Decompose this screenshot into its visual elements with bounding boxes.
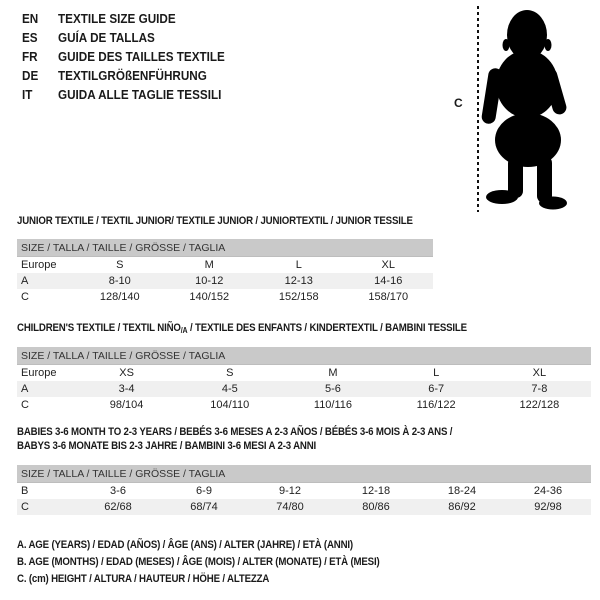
cell: 116/122	[416, 399, 456, 411]
cell: 9-12	[278, 485, 302, 497]
language-row-it	[22, 85, 225, 104]
children-title-subscript: /A	[180, 326, 188, 335]
cell: 152/158	[278, 291, 319, 303]
cell: M	[204, 259, 214, 271]
row-label: C	[21, 501, 29, 513]
cell: 104/110	[210, 399, 250, 411]
language-code: EN	[22, 11, 39, 26]
row-label: A	[21, 383, 29, 395]
cell: S	[226, 367, 234, 379]
guide-title-es: GUÍA DE TALLAS	[58, 30, 155, 45]
junior-section-title: JUNIOR TEXTILE / TEXTIL JUNIOR/ TEXTILE JUNIOR / JUNIORTEXTIL / JUNIOR TESSILE	[17, 215, 413, 227]
cell: L	[433, 367, 440, 379]
cell: 80/86	[362, 501, 390, 513]
cell: 158/170	[368, 291, 409, 303]
guide-title-de: TEXTILGRÖßENFÜHRUNG	[58, 68, 207, 83]
height-measure-figure	[450, 0, 600, 215]
cell: 4-5	[221, 383, 238, 395]
cell: 7-8	[531, 383, 548, 395]
table-row-height	[17, 499, 591, 515]
row-label: B	[21, 485, 29, 497]
language-row-es	[22, 28, 225, 47]
row-label: A	[21, 275, 29, 287]
children-title-part2: / TEXTILE DES ENFANTS / KINDERTEXTIL / BAMBINI TESSILE	[187, 322, 467, 334]
language-code: IT	[22, 87, 33, 102]
cell: 92/98	[534, 501, 562, 513]
language-code: DE	[22, 68, 39, 83]
cell: 10-12	[195, 275, 224, 287]
cell: 62/68	[104, 501, 132, 513]
toddler-silhouette-icon	[480, 8, 575, 210]
language-code: ES	[22, 30, 38, 45]
table-row-age	[17, 381, 591, 397]
size-header-bar: SIZE / TALLA / TAILLE / GRÖSSE / TAGLIA	[17, 239, 433, 257]
children-title-part1: CHILDREN'S TEXTILE / TEXTIL NIÑO	[17, 322, 181, 334]
cell: 68/74	[190, 501, 218, 513]
cell: 6-7	[428, 383, 445, 395]
table-row-height	[17, 397, 591, 413]
cell: 98/104	[109, 399, 144, 411]
children-size-table	[17, 347, 591, 413]
height-measure-label: C	[454, 96, 463, 110]
row-label: C	[21, 291, 29, 303]
cell: 86/92	[448, 501, 476, 513]
table-row-europe	[17, 365, 591, 382]
footnote-age-months: B. AGE (MONTHS) / EDAD (MESES) / ÂGE (MOIS) / ALTER (MONATE) / ETÀ (MESI)	[17, 556, 380, 568]
cell: 14-16	[374, 275, 403, 287]
cell: M	[328, 367, 338, 379]
junior-size-table	[17, 239, 433, 305]
table-row-europe	[17, 257, 433, 274]
language-title-list	[22, 9, 225, 104]
guide-title-it: GUIDA ALLE TAGLIE TESSILI	[58, 87, 222, 102]
babies-size-table	[17, 465, 591, 515]
row-label: Europe	[21, 259, 57, 271]
language-row-fr	[22, 47, 225, 66]
cell: 128/140	[99, 291, 140, 303]
cell: 3-6	[110, 485, 126, 497]
cell: 8-10	[108, 275, 131, 287]
table-row-age	[17, 273, 433, 289]
height-dashed-line	[477, 6, 479, 212]
cell: 140/152	[189, 291, 230, 303]
size-header-bar: SIZE / TALLA / TAILLE / GRÖSSE / TAGLIA	[17, 465, 591, 483]
language-row-de	[22, 66, 225, 85]
guide-title-fr: GUIDE DES TAILLES TEXTILE	[58, 49, 225, 64]
table-row-months	[17, 483, 591, 500]
legend-footnotes	[17, 537, 380, 588]
table-row-height	[17, 289, 433, 305]
language-code: FR	[22, 49, 38, 64]
guide-title-en: TEXTILE SIZE GUIDE	[58, 11, 176, 26]
cell: 3-4	[118, 383, 135, 395]
cell: XS	[119, 367, 134, 379]
cell: 74/80	[276, 501, 304, 513]
footnote-age-years: A. AGE (YEARS) / EDAD (AÑOS) / ÂGE (ANS) / ALTER (JAHRE) / ETÀ (ANNI)	[17, 539, 353, 551]
cell: 110/116	[313, 399, 353, 411]
cell: XL	[532, 367, 547, 379]
cell: XL	[381, 259, 395, 271]
cell: L	[295, 259, 302, 271]
cell: 12-13	[284, 275, 313, 287]
cell: 12-18	[361, 485, 391, 497]
cell: 5-6	[325, 383, 341, 395]
cell: 18-24	[447, 485, 477, 497]
cell: 6-9	[196, 485, 212, 497]
cell: 122/128	[519, 399, 560, 411]
babies-section-title	[17, 425, 452, 453]
babies-title-line1: BABIES 3-6 MONTH TO 2-3 YEARS / BEBÉS 3-6 MESES A 2-3 AÑOS / BÉBÉS 3-6 MOIS À 2-3 ANS /	[17, 426, 453, 438]
cell: 24-36	[533, 485, 563, 497]
children-section-title	[17, 321, 467, 338]
footnote-height: C. (cm) HEIGHT / ALTURA / HAUTEUR / HÖHE / ALTEZZA	[17, 573, 270, 585]
row-label: C	[21, 399, 29, 411]
cell: S	[116, 259, 124, 271]
language-row-en	[22, 9, 225, 28]
size-header-bar: SIZE / TALLA / TAILLE / GRÖSSE / TAGLIA	[17, 347, 591, 365]
row-label: Europe	[21, 367, 57, 379]
babies-title-line2: BABYS 3-6 MONATE BIS 2-3 JAHRE / BAMBINI 3-6 MESI A 2-3 ANNI	[17, 440, 317, 452]
